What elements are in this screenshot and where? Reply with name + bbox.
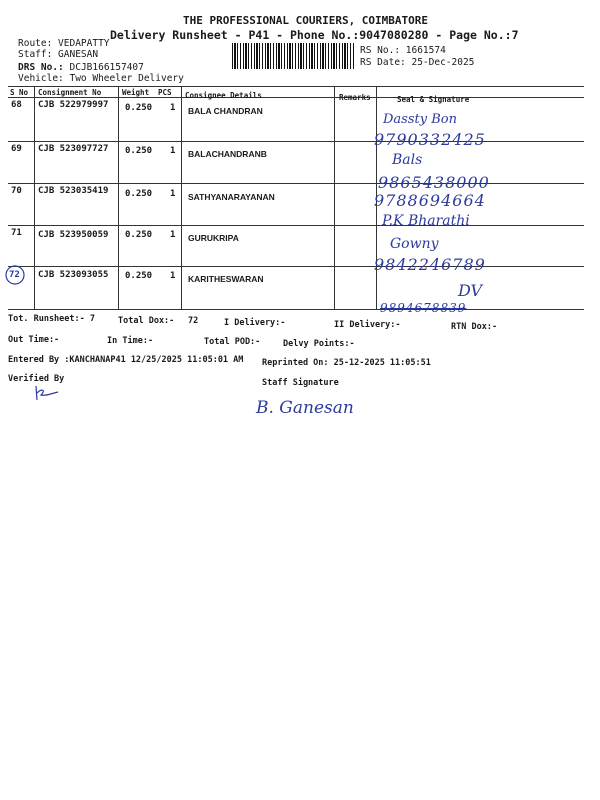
signature-68: Dassty Bon xyxy=(383,112,457,127)
row-consignee: GURUKRIPA xyxy=(188,233,239,243)
phone-72: 9894678839 xyxy=(380,301,467,315)
phone-68: 9790332425 xyxy=(374,130,486,149)
row-consignment: CJB 523097727 xyxy=(38,144,109,154)
row-sno: 69 xyxy=(11,144,22,154)
barcode xyxy=(232,43,354,69)
total-dox-value: 72 xyxy=(188,316,199,326)
row-weight: 0.250 xyxy=(125,146,153,156)
row-pcs: 1 xyxy=(170,230,176,240)
total-runsheet: Tot. Runsheet:- 7 xyxy=(8,314,95,324)
ii-delivery: II Delivery:- xyxy=(334,320,401,330)
col-header-pcs: PCS xyxy=(158,88,172,97)
row-weight: 0.250 xyxy=(125,271,153,281)
rtn-dox: RTN Dox:- xyxy=(451,322,498,332)
row-consignee: SATHYANARAYANAN xyxy=(188,192,275,202)
in-time: In Time:- xyxy=(107,336,154,346)
row-consignee: BALACHANDRANB xyxy=(188,149,267,159)
row-sno: 72 xyxy=(9,270,20,280)
i-delivery: I Delivery:- xyxy=(224,318,286,328)
signature-70: P.K Bharathi xyxy=(382,213,470,229)
row-weight: 0.250 xyxy=(125,189,153,199)
reprinted-on: Reprinted On: 25-12-2025 11:05:51 xyxy=(262,358,431,368)
vehicle-label: Vehicle: Two Wheeler Delivery xyxy=(18,73,184,84)
signature-71: Gowny xyxy=(390,236,439,252)
row-consignment: CJB 523035419 xyxy=(38,186,109,196)
phone-71: 9842246789 xyxy=(374,255,486,274)
col-header-remarks: Remarks xyxy=(339,93,371,102)
row-pcs: 1 xyxy=(170,146,176,156)
row-consignee: BALA CHANDRAN xyxy=(188,106,263,116)
row-weight: 0.250 xyxy=(125,103,153,113)
col-header-consignee: Consignee Details xyxy=(185,91,262,100)
total-dox-label: Total Dox:- xyxy=(118,316,175,326)
phone-70: 9788694664 xyxy=(374,191,486,210)
rs-date: RS Date: 25-Dec-2025 xyxy=(360,57,475,68)
staff-label: Staff: GANESAN xyxy=(18,49,99,60)
row-sno: 70 xyxy=(11,186,22,196)
col-header-weight: Weight xyxy=(122,88,150,97)
total-pod: Total POD:- xyxy=(204,337,261,347)
row-pcs: 1 xyxy=(170,271,176,281)
out-time: Out Time:- xyxy=(8,335,60,345)
col-header-seal: Seal & Signature xyxy=(397,95,470,104)
entered-by: Entered By :KANCHANAP41 12/25/2025 11:05:01 AM xyxy=(8,355,244,365)
row-weight: 0.250 xyxy=(125,230,153,240)
row-pcs: 1 xyxy=(170,103,176,113)
runsheet-title: Delivery Runsheet - P41 - Phone No.:9047080280 - Page No.:7 xyxy=(110,28,519,42)
staff-signature-label: Staff Signature xyxy=(262,378,339,388)
phone-69: 9865438000 xyxy=(378,173,490,192)
staff-signature-handwritten: B. Ganesan xyxy=(256,398,354,418)
row-consignment: CJB 522979997 xyxy=(38,100,109,110)
signature-72: DV xyxy=(458,281,483,300)
drs-number xyxy=(18,62,144,73)
drs-value: DCJB166157407 xyxy=(69,62,144,73)
row-consignee: KARITHESWARAN xyxy=(188,274,264,284)
col-header-sno: S No xyxy=(10,88,29,97)
rs-number: RS No.: 1661574 xyxy=(360,45,446,56)
delvy-points: Delvy Points:- xyxy=(283,339,355,349)
verifier-signature xyxy=(32,384,62,404)
signature-69: Bals xyxy=(392,152,423,168)
company-name: THE PROFESSIONAL COURIERS, COIMBATORE xyxy=(183,14,429,27)
row-sno: 71 xyxy=(11,228,22,238)
drs-label: DRS No.: xyxy=(18,62,64,73)
row-consignment: CJB 523950059 xyxy=(38,230,109,240)
verified-by-label: Verified By xyxy=(8,374,65,384)
col-header-consignment: Consignment No xyxy=(38,88,102,97)
route-label: Route: VEDAPATTY xyxy=(18,38,110,49)
row-sno: 68 xyxy=(11,100,22,110)
row-consignment: CJB 523093055 xyxy=(38,270,109,280)
row-pcs: 1 xyxy=(170,189,176,199)
